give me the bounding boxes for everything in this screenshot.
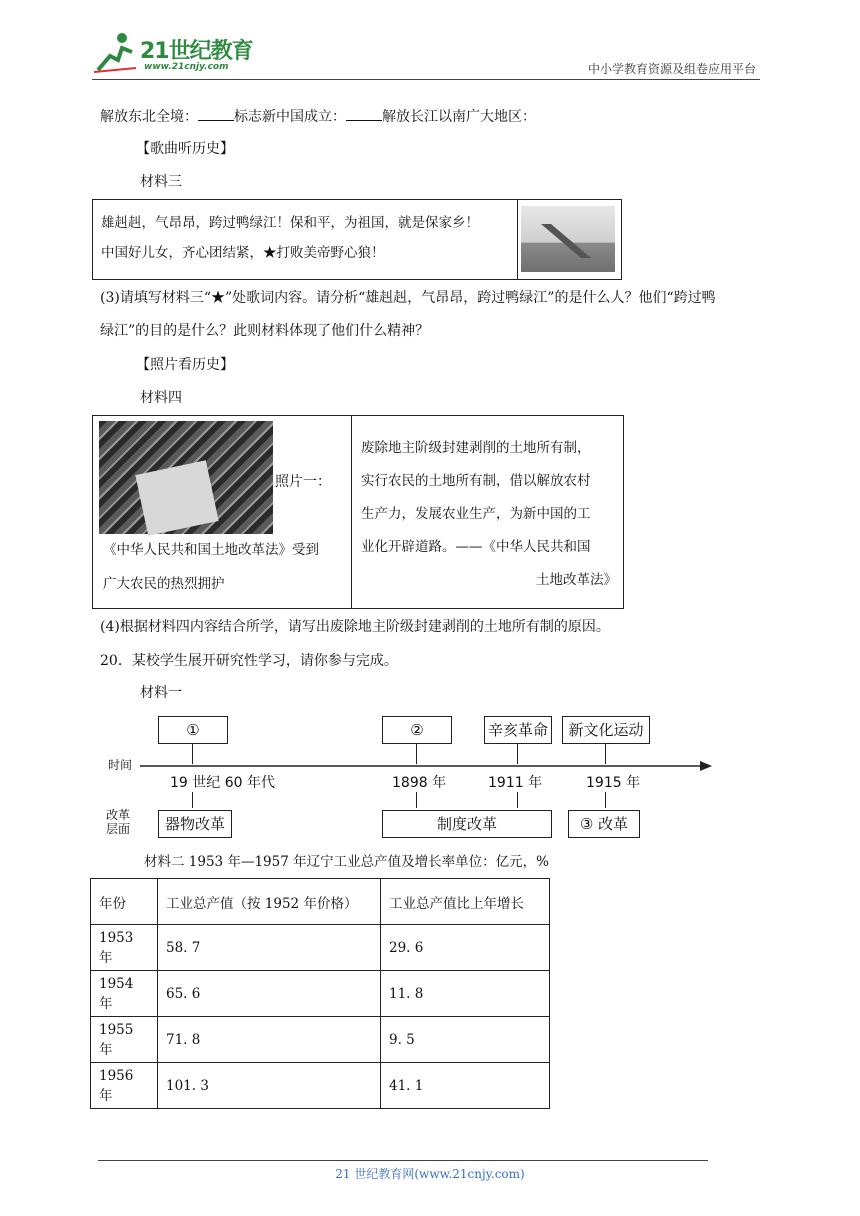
quote-line: 业化开辟道路。——《中华人民共和国: [361, 539, 591, 555]
timeline-box-2: ②: [382, 716, 452, 744]
layer-box-blank-3: ③ 改革: [568, 810, 640, 838]
reform-layer-label: [106, 808, 130, 836]
line1-part3: 解放长江以南广大地区：: [382, 109, 536, 125]
question-4: (4)根据材料四内容结合所学，请写出废除地主阶级封建剥削的土地所有制的原因。: [100, 619, 610, 635]
date-label: 1898 年: [392, 775, 447, 791]
table-cell: 1954 年: [91, 971, 158, 1017]
material-four-label: 材料四: [140, 390, 182, 406]
photo-section-heading: 【照片看历史】: [136, 357, 234, 373]
answer-blank[interactable]: [346, 106, 382, 121]
table-row: [91, 1063, 550, 1109]
box-divider: [517, 200, 518, 279]
table-row: [91, 925, 550, 971]
table-header-row: [91, 879, 550, 925]
timeline-box-1: ①: [158, 716, 228, 744]
table-row: [91, 971, 550, 1017]
site-logo: [92, 30, 262, 78]
material-three-label: 材料三: [140, 174, 182, 190]
question-20: 20．某校学生展开研究性学习，请你参与完成。: [100, 653, 398, 669]
time-axis-label: 时间: [108, 758, 133, 772]
table-cell: 65. 6: [158, 971, 381, 1017]
land-reform-quote: [361, 432, 617, 597]
photo-label: 照片一：: [275, 474, 331, 490]
line1-part1: 解放东北全境：: [100, 109, 198, 125]
timeline-box-new-culture: 新文化运动: [562, 716, 650, 744]
down-arrow: [517, 792, 518, 808]
line1-part2: 标志新中国成立：: [234, 109, 346, 125]
question-3-line2: 绿江”的目的是什么？此则材料体现了他们什么精神？: [100, 323, 430, 339]
header-divider: [92, 79, 760, 80]
quote-line: 土地改革法》: [536, 572, 617, 588]
table-cell: 9. 5: [381, 1017, 550, 1063]
footer-divider: [98, 1160, 708, 1161]
column-header: 年份: [91, 879, 158, 925]
platform-name: 中小学教育资源及组卷应用平台: [587, 62, 756, 76]
lyrics-line: 雄赳赳，气昂昂，跨过鸭绿江！保和平，为祖国，就是保家乡！: [101, 215, 479, 231]
bridge-photo: [521, 206, 615, 272]
box-divider: [351, 416, 352, 608]
table-cell: 1955 年: [91, 1017, 158, 1063]
material-one-label: 材料一: [140, 685, 182, 701]
lyrics-line: 中国好儿女，齐心团结紧，★打败美帝野心狼！: [101, 245, 385, 261]
column-header: 工业总产值比上年增长: [381, 879, 550, 925]
logo-url: www.21cnjy.com: [144, 62, 229, 72]
layer-box-material: 器物改革: [158, 810, 232, 838]
table-cell: 101. 3: [158, 1063, 381, 1109]
table-cell: 1953 年: [91, 925, 158, 971]
material-two-title: 材料二 1953 年—1957 年辽宁工业总产值及增长率单位：亿元，%: [144, 854, 549, 870]
fill-in-line: [100, 106, 536, 127]
layer-label-line: 改革: [106, 808, 131, 822]
table-cell: 41. 1: [381, 1063, 550, 1109]
layer-box-system: 制度改革: [382, 810, 552, 838]
footer-link[interactable]: 21 世纪教育网(www.21cnjy.com): [335, 1167, 525, 1181]
photo-material-box: [92, 415, 624, 609]
land-reform-photo: [99, 421, 273, 534]
song-section-heading: 【歌曲听历史】: [136, 141, 234, 157]
runner-logo-icon: [92, 30, 138, 74]
table-cell: 58. 7: [158, 925, 381, 971]
date-label: 19 世纪 60 年代: [170, 775, 275, 791]
timeline-box-revolution: 辛亥革命: [484, 716, 552, 744]
down-arrow: [416, 792, 417, 808]
time-axis-arrow: [140, 760, 712, 772]
photo-caption-line: 广大农民的热烈拥护: [103, 576, 225, 592]
date-label: 1915 年: [586, 775, 641, 791]
table-cell: 71. 8: [158, 1017, 381, 1063]
quote-line: 废除地主阶级封建剥削的土地所有制，: [361, 440, 591, 456]
table-cell: 29. 6: [381, 925, 550, 971]
question-3-line1: (3)请填写材料三“★”处歌词内容。请分析“雄赳赳，气昂昂，跨过鸭绿江”的是什么人？他们“跨过鸭: [100, 290, 716, 306]
document-in-photo: [135, 460, 218, 536]
column-header: 工业总产值（按 1952 年价格）: [158, 879, 381, 925]
down-arrow: [605, 792, 606, 808]
logo-text: 21世纪教育: [140, 39, 253, 64]
song-lyrics: [101, 208, 515, 268]
reform-timeline: [100, 712, 712, 842]
layer-label-line: 层面: [106, 822, 131, 836]
quote-line: 生产力，发展农业生产，为新中国的工: [361, 506, 591, 522]
table-cell: 1956 年: [91, 1063, 158, 1109]
table-cell: 11. 8: [381, 971, 550, 1017]
answer-blank[interactable]: [198, 106, 234, 121]
quote-line: 实行农民的土地所有制，借以解放农村: [361, 473, 591, 489]
date-label: 1911 年: [488, 775, 543, 791]
song-material-box: [92, 199, 622, 280]
table-row: [91, 1017, 550, 1063]
industry-output-table: [90, 878, 550, 1109]
photo-caption-line: 《中华人民共和国土地改革法》受到: [103, 542, 319, 558]
down-arrow: [192, 792, 193, 808]
